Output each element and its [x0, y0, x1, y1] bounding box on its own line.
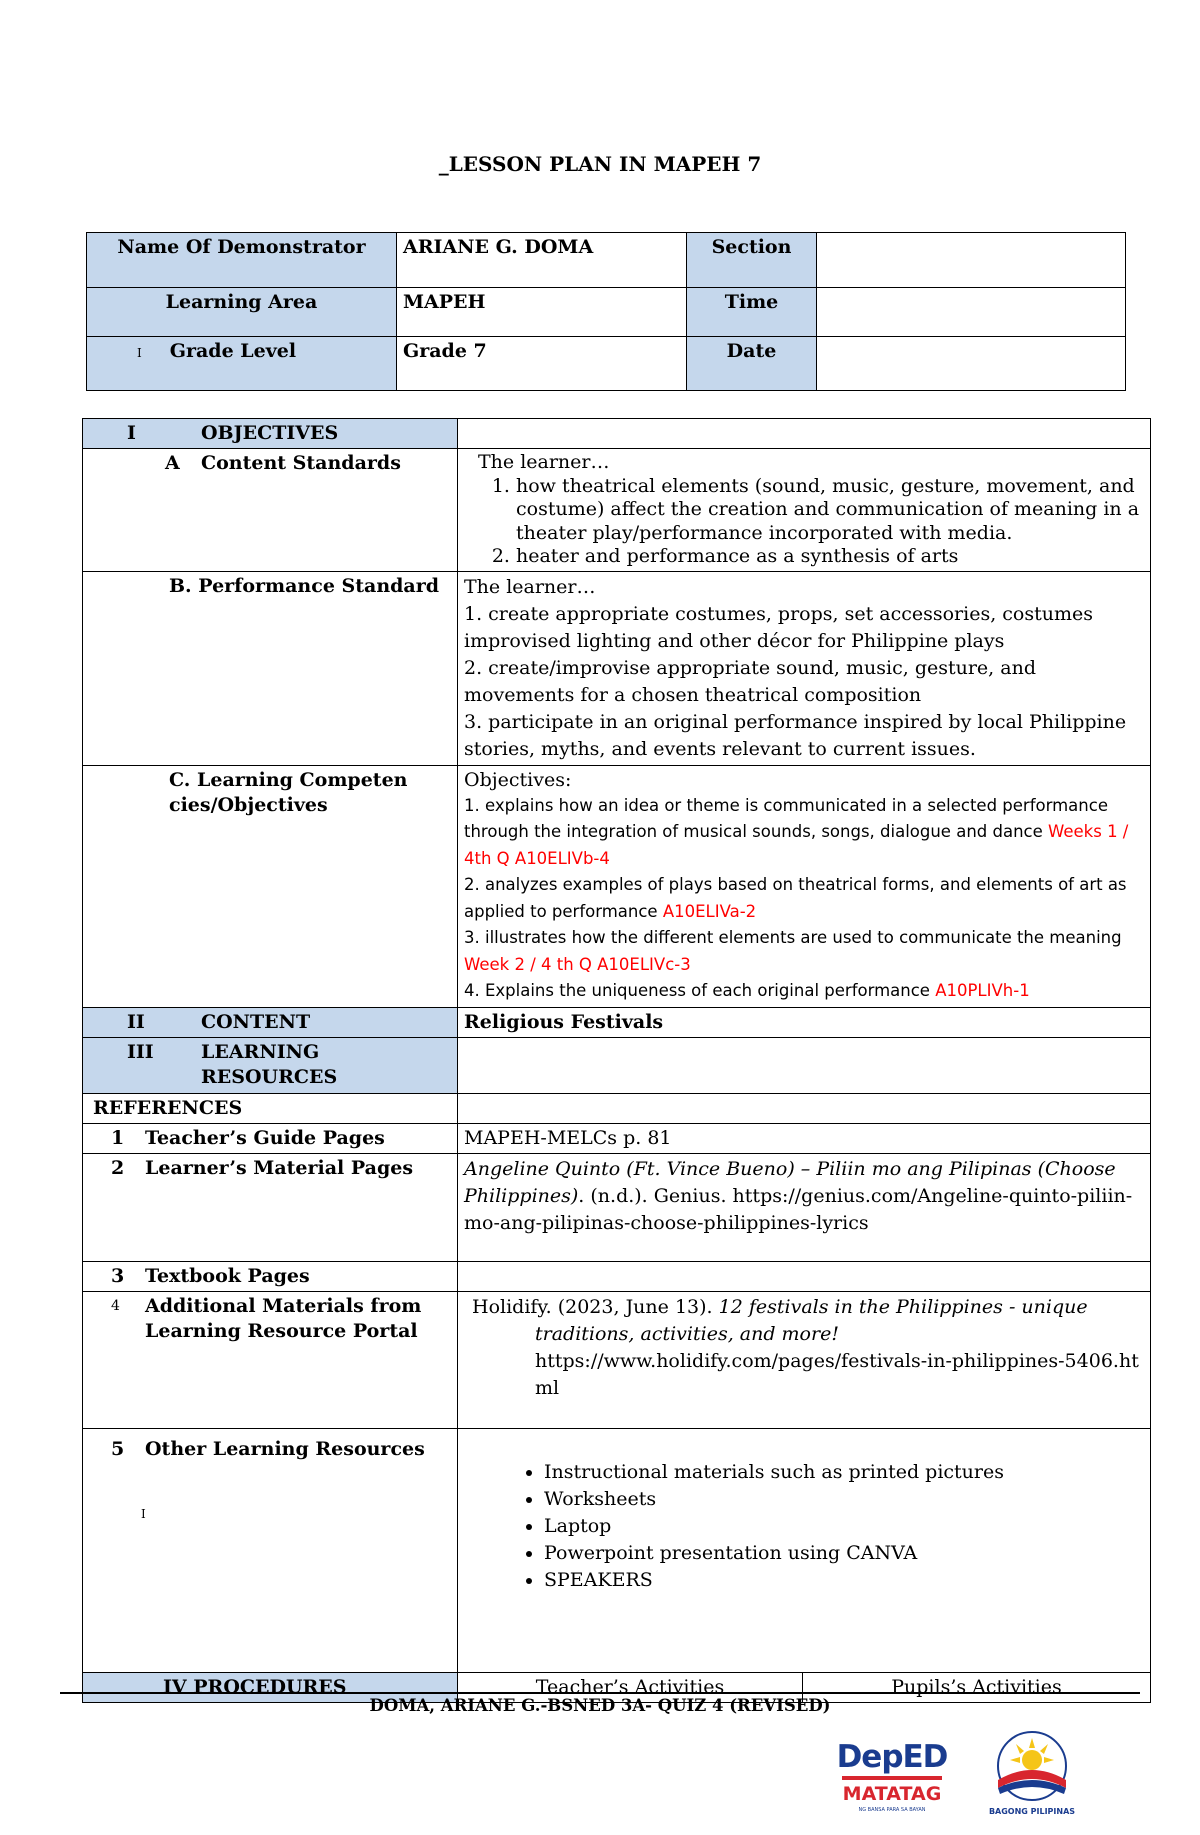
competency-code: Week 2 / 4 th Q A10ELIVc-3	[464, 954, 691, 974]
list-item: 1. create appropriate costumes, props, set accessories, costumes improvised lighting and other décor for Philippine plays	[464, 602, 1094, 652]
content-standards-value	[458, 449, 1151, 572]
list-item: • Instructional materials such as printed pictures	[544, 1459, 1144, 1486]
lesson-table	[82, 418, 1151, 1703]
content-heading: II CONTENT	[83, 1007, 458, 1037]
grade-marker: I	[137, 346, 142, 360]
resources-heading: III LEARNING RESOURCES	[83, 1037, 458, 1093]
list-item: • Laptop	[544, 1513, 1144, 1540]
bagong-pilipinas-logo	[976, 1730, 1088, 1816]
learners-material-value	[458, 1153, 1151, 1261]
teachers-guide-value: MAPEH-MELCs p. 81	[458, 1123, 1151, 1153]
info-row-name	[87, 233, 1126, 288]
performance-standard-value	[458, 571, 1151, 765]
references-blank	[458, 1093, 1151, 1123]
objectives-heading: I OBJECTIVES	[83, 419, 458, 449]
deped-matatag-logo	[832, 1740, 952, 1822]
date-label: Date	[687, 337, 817, 391]
additional-materials-row	[83, 1291, 1151, 1428]
learners-material-title: Angeline Quinto (Ft. Vince Bueno) – Piliin mo ang Pilipinas (Choose Philippines)	[464, 1157, 1116, 1207]
list-item: 2. analyzes examples of plays based on theatrical forms, and elements of art as applied to performance A10ELIVa-2	[464, 875, 1127, 921]
learners-material-label: 2 Learner’s Material Pages	[83, 1153, 458, 1261]
procedures-heading: IV PROCEDURES	[83, 1672, 458, 1702]
area-label: Learning Area	[87, 288, 397, 337]
footer-text: DOMA, ARIANE G.-BSNED 3A- QUIZ 4 (REVISED)	[369, 1696, 831, 1715]
performance-standard-row	[83, 571, 1151, 765]
grade-label-cell	[87, 337, 397, 391]
competency-code: A10PLIVh-1	[935, 981, 1030, 1000]
grade-value: Grade 7	[397, 337, 687, 391]
textbook-row	[83, 1261, 1151, 1291]
section-label: Section	[687, 233, 817, 288]
grade-label: Grade Level	[169, 340, 297, 362]
name-label: Name Of Demonstrator	[87, 233, 397, 288]
cs-intro: The learner…	[478, 451, 610, 473]
page-title: _LESSON PLAN IN MAPEH 7	[438, 152, 762, 176]
list-item: 3. participate in an original performance inspired by local Philippine stories, myths, and events relevant to current issues.	[464, 710, 1127, 760]
references-row	[83, 1093, 1151, 1123]
info-table	[86, 232, 1126, 391]
pupils-activities-header: Pupils’s Activities	[803, 1672, 1151, 1702]
area-value: MAPEH	[397, 288, 687, 337]
content-value: Religious Festivals	[458, 1007, 1151, 1037]
info-row-grade	[87, 337, 1126, 391]
content-standards-label: A Content Standards	[83, 449, 458, 572]
competencies-row	[83, 765, 1151, 1007]
list-item: • Powerpoint presentation using CANVA	[544, 1540, 1144, 1567]
info-row-area	[87, 288, 1126, 337]
additional-url: https://www.holidify.com/pages/festivals-in-philippines-5406.html	[535, 1349, 1139, 1399]
list-item: 1. explains how an idea or theme is communicated in a selected performance through the integration of musical sounds, songs, dialogue and dance Weeks 1 / 4th Q A10ELIVb-4	[464, 795, 1129, 868]
learners-material-row	[83, 1153, 1151, 1261]
teacher-activities-header: Teacher’s Activities	[458, 1672, 803, 1702]
bagong-pilipinas-emblem	[976, 1730, 1088, 1802]
resources-blank	[458, 1037, 1151, 1093]
comp-intro: Objectives:	[464, 768, 572, 791]
list-item: 2. create/improvise appropriate sound, music, gesture, and movements for a chosen theatrical composition	[464, 656, 1036, 706]
resources-row	[83, 1037, 1151, 1093]
objectives-blank	[458, 419, 1151, 449]
textbook-label: 3 Textbook Pages	[83, 1261, 458, 1291]
section-value	[817, 233, 1126, 288]
additional-citation: Holidify. (2023, June 13).	[472, 1295, 719, 1318]
other-resources-value	[458, 1428, 1151, 1672]
additional-materials-value	[458, 1291, 1151, 1428]
time-label: Time	[687, 288, 817, 337]
content-row	[83, 1007, 1151, 1037]
teachers-guide-row	[83, 1123, 1151, 1153]
deped-wordmark: DepED	[836, 1739, 948, 1775]
teachers-guide-label: 1 Teacher’s Guide Pages	[83, 1123, 458, 1153]
competencies-label: C. Learning Competencies/Objectives	[83, 765, 458, 1007]
competency-code: Weeks 1 / 4th Q A10ELIVb-4	[464, 822, 1129, 868]
references-label: REFERENCES	[83, 1093, 458, 1123]
name-value: ARIANE G. DOMA	[397, 233, 687, 288]
other-marker: I	[141, 1506, 146, 1521]
time-value	[817, 288, 1126, 337]
ps-intro: The learner…	[464, 575, 596, 598]
list-item: 4. Explains the uniqueness of each original performance A10PLIVh-1	[464, 981, 1030, 1000]
other-resources-row	[83, 1428, 1151, 1672]
list-item: 2. heater and performance as a synthesis of arts	[516, 545, 1144, 569]
list-item: • SPEAKERS	[544, 1567, 1144, 1594]
footer-divider	[60, 1692, 1140, 1694]
list-item: 3. illustrates how the different elements are used to communicate the meaning Week 2 / 4 th Q A10ELIVc-3	[464, 928, 1122, 974]
date-value	[817, 337, 1126, 391]
competencies-value	[458, 765, 1151, 1007]
bagong-pilipinas-label: BAGONG PILIPINAS	[988, 1807, 1076, 1816]
additional-title: 12 festivals in the Philippines - unique traditions, activities, and more!	[535, 1295, 1088, 1345]
matatag-wordmark: MATATAG	[842, 1783, 942, 1805]
learners-material-source: . (n.d.). Genius. https://genius.com/Angeline-quinto-piliin-mo-ang-pilipinas-choose-philippines-lyrics	[464, 1184, 1133, 1234]
list-item: • Worksheets	[544, 1486, 1144, 1513]
objectives-row	[83, 419, 1151, 449]
additional-materials-label: 4 Additional Materials from Learning Resource Portal	[83, 1291, 458, 1428]
matatag-tagline: NG BANSA PARA SA BAYAN	[858, 1807, 926, 1813]
deped-underline	[842, 1776, 942, 1780]
other-resources-label: 5 Other Learning Resources I	[83, 1428, 458, 1672]
list-item: 1. how theatrical elements (sound, music, gesture, movement, and costume) affect the creation and communication of meaning in a theater play/performance incorporated with media.	[516, 475, 1144, 546]
textbook-value	[458, 1261, 1151, 1291]
performance-standard-label: B. Performance Standard	[83, 571, 458, 765]
competency-code: A10ELIVa-2	[662, 901, 757, 921]
content-standards-row	[83, 449, 1151, 572]
